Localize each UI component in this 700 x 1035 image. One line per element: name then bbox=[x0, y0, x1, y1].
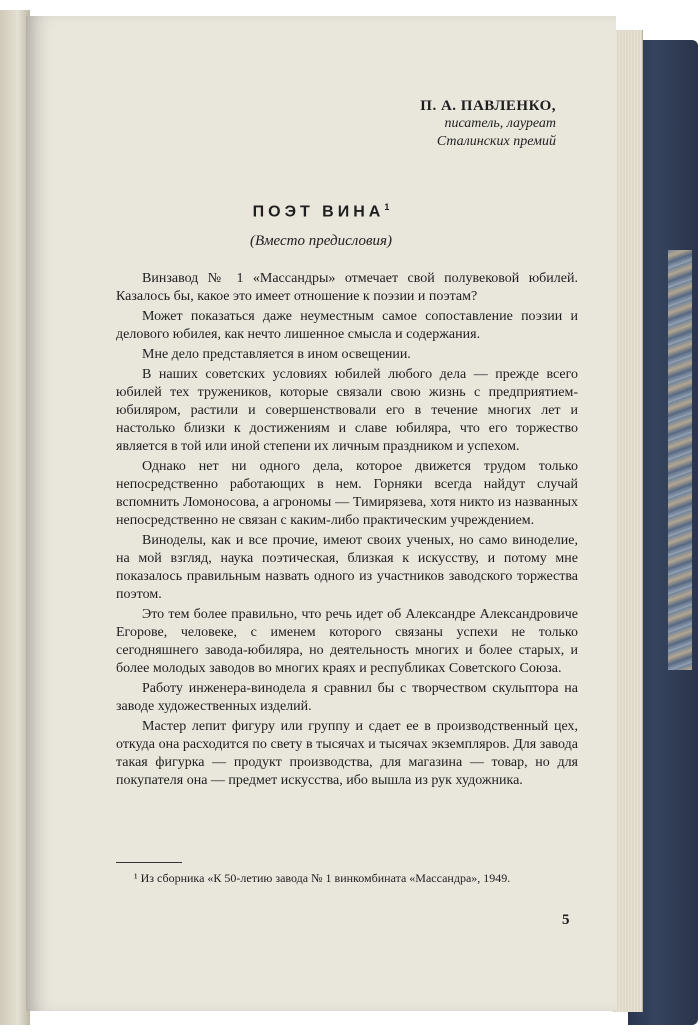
article-subtitle: (Вместо предисловия) bbox=[250, 233, 392, 250]
author-role-line-1: писатель, лауреат bbox=[444, 116, 556, 131]
author-block bbox=[420, 98, 556, 151]
article-title bbox=[26, 202, 616, 221]
author-name: П. А. ПАВЛЕНКО, bbox=[420, 98, 556, 114]
paragraph: Однако нет ни одного дела, которое движется трудом только непосредственно работающих в нем. Горняки всегда найдут случай вспомнить Ломоносова, а агрономы — Тимирязева, хотя никто из названных непосредственно не связан с каким-либо практическим учреждением. bbox=[116, 459, 578, 528]
book-page bbox=[26, 16, 616, 1011]
page-stack-edges bbox=[612, 30, 643, 1012]
article-title-text: ПОЭТ ВИНА bbox=[252, 203, 385, 221]
footnote-rule bbox=[116, 862, 182, 863]
paragraph: Виноделы, как и все прочие, имеют своих ученых, но само виноделие, на мой взгляд, наука поэтическая, близкая к искусству, и потому мне показалось правильным назвать одного из участников заводского торжества поэтом. bbox=[116, 533, 578, 602]
paragraph: Мастер лепит фигуру или группу и сдает ее в производственный цех, откуда она расходится по свету в тысячах и тысячах экземпляров. Для завода такая фигурка — продукт производства, для магазина — товар, но для покупателя она — предмет искусства, ибо вышла из рук художника. bbox=[116, 719, 578, 788]
author-role-line-2: Сталинских премий bbox=[436, 134, 556, 149]
paragraph: Это тем более правильно, что речь идет об Александре Александровиче Егорове, человеке, с именем которого связаны успехи не только сегодняшнего завода-юбиляра, но деятельность многих и более старых, и более молодых заводов во многих краях и республиках Советского Союза. bbox=[116, 607, 578, 676]
paragraph: Работу инженера-винодела я сравнил бы с творчеством скульптора на заводе художественных изделий. bbox=[116, 681, 578, 714]
page-number: 5 bbox=[562, 912, 570, 928]
paragraph: Винзавод № 1 «Массандры» отмечает свой полувековой юбилей. Казалось бы, какое это имеет отношение к поэзии и поэтам? bbox=[116, 271, 578, 304]
marbled-endpaper bbox=[668, 250, 692, 670]
title-block bbox=[26, 202, 616, 250]
paragraph: Мне дело представляется в ином освещении. bbox=[142, 347, 411, 362]
footnote: ¹ Из сборника «К 50-летию завода № 1 винкомбината «Массандра», 1949. bbox=[134, 871, 511, 885]
article-body bbox=[116, 270, 578, 792]
paragraph: Может показаться даже неуместным самое сопоставление поэзии и делового юбилея, как нечто лишенное смысла и содержания. bbox=[116, 309, 578, 342]
footnote-marker: 1 bbox=[384, 202, 390, 212]
paragraph: В наших советских условиях юбилей любого дела — прежде всего юбилей тех тружеников, которые связали свою жизнь с предприятием-юбиляром, растили и совершенствовали его в течение многих лет и настолько близки к достижениям и славе юбиляра, что его торжество является в той или иной степени их личным праздником и успехом. bbox=[116, 367, 578, 454]
